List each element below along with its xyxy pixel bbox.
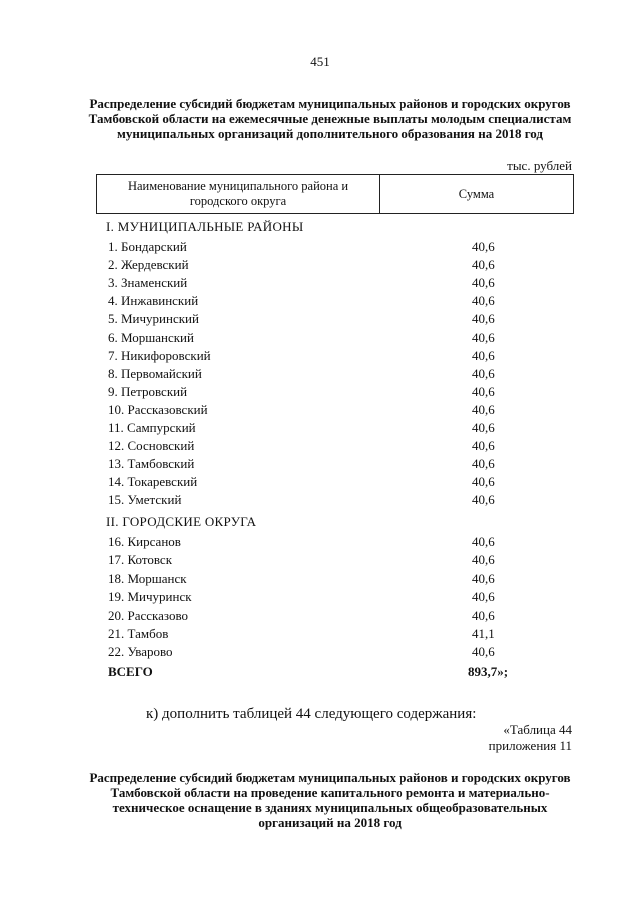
row-value: 40,6: [472, 293, 495, 309]
row-name: 13. Тамбовский: [108, 456, 195, 472]
table-row: [108, 608, 508, 626]
row-name: 7. Никифоровский: [108, 347, 211, 363]
row-value: 40,6: [472, 438, 495, 454]
row-value: 40,6: [472, 552, 495, 568]
row-name: 9. Петровский: [108, 383, 188, 399]
row-value: 40,6: [472, 492, 495, 508]
table-row: [108, 257, 508, 275]
row-value: 40,6: [472, 275, 495, 291]
row-value: 40,6: [472, 570, 495, 586]
table-row: [108, 402, 508, 420]
row-value: 40,6: [472, 347, 495, 363]
row-name: 21. Тамбов: [108, 626, 169, 641]
row-name: 15. Уметский: [108, 492, 182, 508]
row-name: 17. Котовск: [108, 552, 173, 568]
row-name: 18. Моршанск: [108, 570, 187, 586]
amendment-text: к) дополнить таблицей 44 следующего содержания:: [146, 706, 477, 722]
section-heading-districts: I. МУНИЦИПАЛЬНЫЕ РАЙОНЫ: [106, 219, 304, 234]
table-row: [108, 589, 508, 607]
table-row: [108, 348, 508, 366]
row-value: 40,6: [472, 257, 495, 273]
table-row: [108, 456, 508, 474]
table-row: [108, 626, 508, 644]
row-name: 1. Бондарский: [108, 239, 187, 254]
row-name: 14. Токаревский: [108, 474, 198, 490]
table-row: [108, 438, 508, 456]
table-row: [108, 571, 508, 589]
table-row: [108, 534, 508, 552]
table-row: [108, 420, 508, 438]
row-name: 20. Рассказово: [108, 607, 189, 623]
row-name: 16. Кирсанов: [108, 534, 181, 549]
row-name: 5. Мичуринский: [108, 311, 199, 327]
row-name: 10. Рассказовский: [108, 401, 208, 417]
table-row: [108, 275, 508, 293]
total-row: [108, 664, 528, 680]
row-value: 40,6: [472, 607, 495, 623]
row-value: 40,6: [472, 383, 495, 399]
table-row: [108, 311, 508, 329]
header-name-column: Наименование муниципального района и городского округа: [97, 175, 380, 213]
table-row: [108, 644, 508, 662]
table-row: [108, 239, 508, 257]
row-value: 41,1: [472, 626, 495, 641]
section-heading-cities: II. ГОРОДСКИЕ ОКРУГА: [106, 514, 257, 529]
row-name: 2. Жердевский: [108, 257, 189, 273]
table-row: [108, 552, 508, 570]
table-header: [96, 174, 574, 214]
header-sum-column: Сумма: [458, 186, 495, 201]
table-row: [108, 366, 508, 384]
row-name: 12. Сосновский: [108, 438, 195, 454]
row-value: 40,6: [472, 420, 495, 435]
appendix-reference: приложения 11: [488, 738, 572, 753]
row-name: 3. Знаменский: [108, 275, 188, 291]
row-value: 40,6: [472, 534, 495, 549]
row-value: 40,6: [472, 311, 495, 327]
row-value: 40,6: [472, 329, 495, 345]
table-row: [108, 384, 508, 402]
row-value: 40,6: [472, 474, 495, 490]
row-value: 40,6: [472, 644, 495, 660]
table-reference: «Таблица 44: [503, 722, 572, 737]
row-name: 8. Первомайский: [108, 365, 202, 381]
row-name: 6. Моршанский: [108, 329, 194, 345]
total-value: 893,7»;: [468, 664, 509, 679]
table-row: [108, 330, 508, 348]
row-value: 40,6: [472, 456, 495, 472]
row-value: 40,6: [472, 365, 495, 381]
row-value: 40,6: [472, 239, 495, 254]
row-name: 11. Сампурский: [108, 420, 196, 435]
row-value: 40,6: [472, 589, 495, 605]
page-number: 451: [310, 54, 330, 69]
table-row: [108, 474, 508, 492]
table-row: [108, 293, 508, 311]
units-label: тыс. рублей: [507, 158, 572, 173]
table-row: [108, 492, 508, 510]
row-name: 4. Инжавинский: [108, 293, 199, 309]
row-name: 19. Мичуринск: [108, 589, 192, 605]
row-value: 40,6: [472, 401, 495, 417]
table-title: Распределение субсидий бюджетам муниципальных районов и городских округов Тамбовской области на ежемесячные денежные выплаты молодым специалистам муниципальных организаций дополнительного образования на 2018 год: [88, 96, 572, 141]
row-name: 22. Уварово: [108, 644, 173, 660]
table-44-title: Распределение субсидий бюджетам муниципальных районов и городских округов Тамбовской области на проведение капитального ремонта и материально-техническое оснащение в зданиях муниципальных общеобразовательных организаций на 2018 год: [89, 770, 571, 830]
total-label: ВСЕГО: [108, 664, 153, 679]
